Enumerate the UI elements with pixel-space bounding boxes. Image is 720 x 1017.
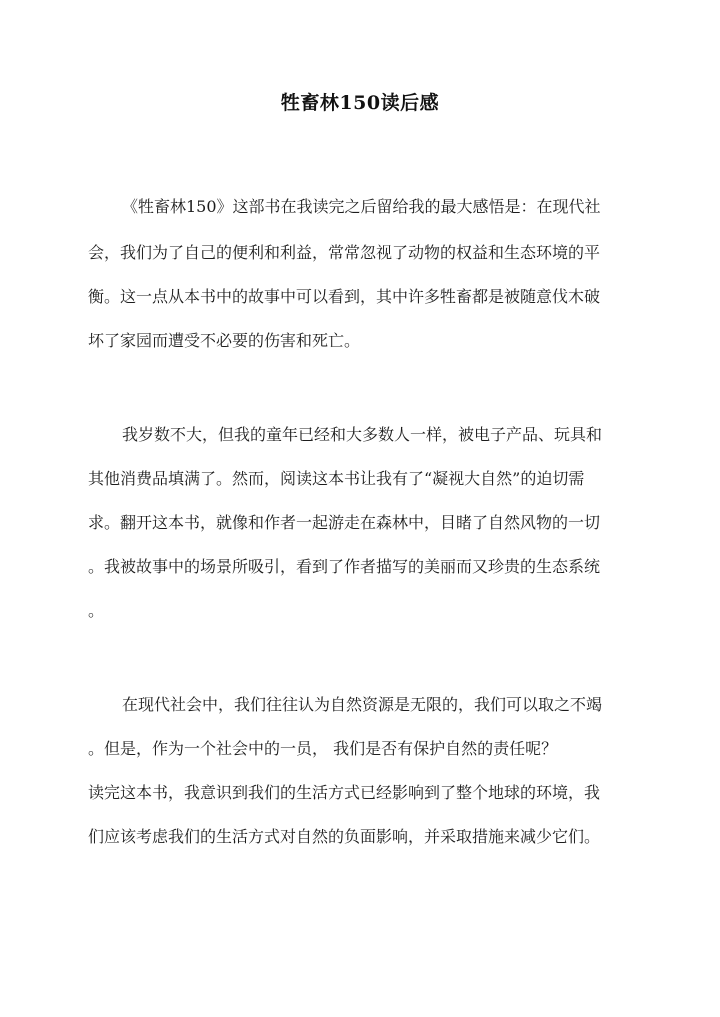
paragraph-2-line-5: 。 [88, 601, 105, 620]
document-title: 牲畜林150读后感 [280, 92, 440, 114]
paragraph-3-line-1: 在现代社会中，我们往往认为自然资源是无限的，我们可以取之不竭 [122, 695, 603, 714]
paragraph-1-line-2: 会，我们为了自己的便利和利益，常常忽视了动物的权益和生态环境的平 [88, 243, 601, 262]
paragraph-2-line-1: 我岁数不大，但我的童年已经和大多数人一样，被电子产品、玩具和 [122, 425, 603, 444]
paragraph-3-line-3: 读完这本书，我意识到我们的生活方式已经影响到了整个地球的环境，我 [88, 783, 601, 802]
paragraph-1-line-4: 坏了家园而遭受不必要的伤害和死亡。 [88, 331, 361, 350]
paragraph-2-line-2: 其他消费品填满了。然而，阅读这本书让我有了“凝视大自然”的迫切需 [88, 469, 585, 488]
paragraph-2-line-4: 。我被故事中的场景所吸引，看到了作者描写的美丽而又珍贵的生态系统 [88, 557, 601, 576]
paragraph-1-line-3: 衡。这一点从本书中的故事中可以看到，其中许多牲畜都是被随意伐木破 [88, 287, 601, 306]
paragraph-2-line-3: 求。翻开这本书，就像和作者一起游走在森林中，目睹了自然风物的一切 [88, 513, 601, 532]
paragraph-3-line-4: 们应该考虑我们的生活方式对自然的负面影响，并采取措施来减少它们。 [88, 827, 601, 846]
paragraph-3-line-2: 。但是，作为一个社会中的一员， 我们是否有保护自然的责任呢？ [88, 739, 558, 758]
paragraph-1-line-1: 《牲畜林150》这部书在我读完之后留给我的最大感悟是：在现代社 [122, 197, 601, 216]
